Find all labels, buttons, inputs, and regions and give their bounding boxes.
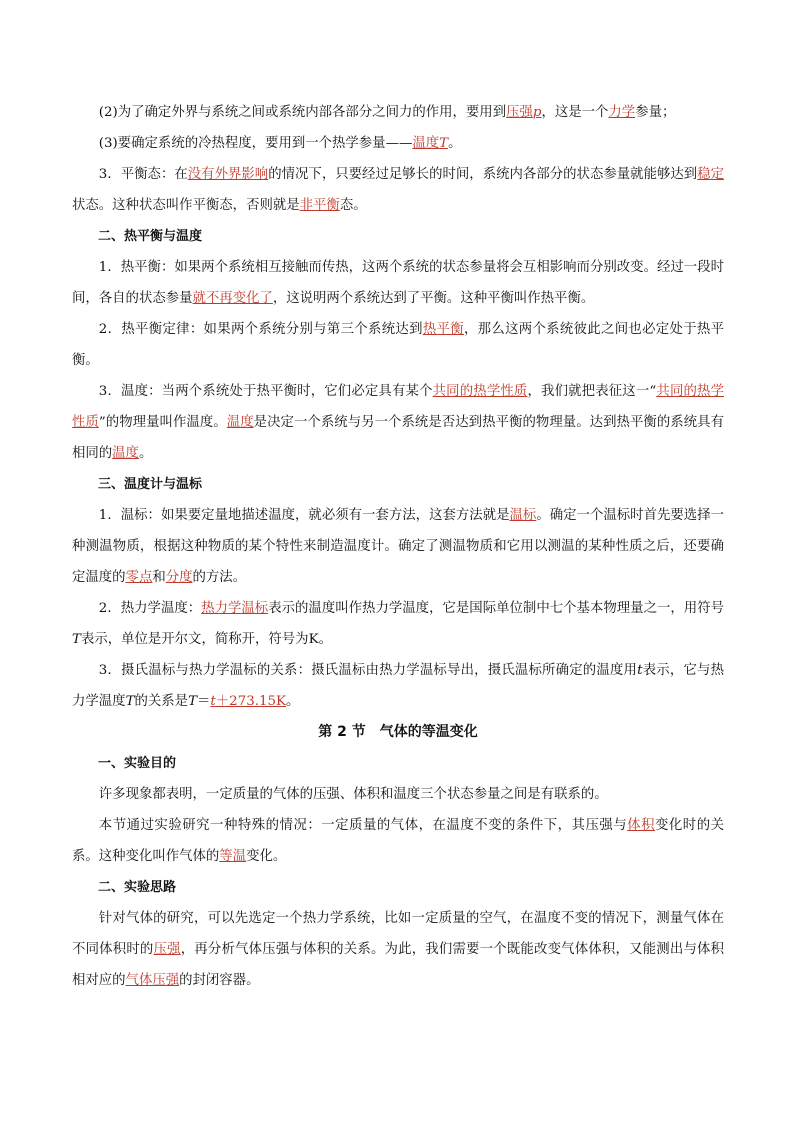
text-run: 表示，单位是开尔文，简称开，符号为K。 (80, 632, 332, 647)
text-run: T (188, 694, 197, 709)
paragraph (72, 779, 724, 810)
answer-text: 温度 (412, 136, 440, 151)
text-run: 一、实验目的 (98, 756, 177, 771)
text-run: 3．摄氏温标与热力学温标的关系：摄氏温标由热力学温标导出，摄氏温标所确定的温度用 (98, 663, 638, 678)
paragraph (72, 655, 724, 717)
text-run: 3．温度：当两个系统处于热平衡时，它们必定具有某个 (98, 384, 433, 399)
paragraph (72, 500, 724, 593)
text-run: ”的物理量叫作温度。 (98, 415, 227, 430)
paragraph (72, 903, 724, 996)
text-run: 是决定一个系统与另一个系统是否达到热平衡的物理量。达到热平衡的系统具有相同的 (72, 415, 725, 461)
text-run: 参量； (635, 105, 676, 120)
answer-text: 体积 (627, 818, 655, 833)
text-run: 。 (286, 694, 300, 709)
answer-text: 非平衡 (299, 198, 340, 213)
answer-text: ＋273.15K (215, 694, 287, 709)
text-run: 变化。 (246, 849, 287, 864)
subsection-heading (72, 469, 724, 500)
answer-text: 就不再变化了 (192, 291, 273, 306)
text-run: (3)要确定系统的冷热程度，要用到一个热学参量—— (98, 136, 413, 151)
paragraph (72, 593, 724, 655)
text-run: ，再分析气体压强与体积的关系。为此，我们需要一个既能改变气体体积，又能测出与体积相对应的 (72, 942, 725, 988)
paragraph (72, 159, 724, 221)
answer-text: 压强 (153, 942, 181, 957)
answer-text: 分度 (165, 570, 193, 585)
answer-text: T (439, 136, 449, 151)
text-run: 针对气体的研究，可以先选定一个热力学系统，比如一定质量的空气，在温度不变的情况下，测量气体在不同体积时的 (72, 911, 724, 957)
text-run: ＝ (197, 694, 211, 709)
subsection-heading (72, 221, 724, 252)
text-run: 3．平衡态：在 (98, 167, 188, 182)
text-run: 二、热平衡与温度 (98, 229, 203, 244)
text-run: 的封闭容器。 (179, 973, 260, 988)
paragraph (72, 252, 724, 314)
answer-text: p (532, 105, 542, 120)
text-run: ，这是一个 (541, 105, 609, 120)
text-run: 变化时的关系。这种变化叫作气体的 (72, 818, 725, 864)
text-run: 。 (448, 136, 462, 151)
paragraph (72, 314, 724, 376)
paragraph (72, 128, 724, 159)
text-run: t (637, 663, 643, 678)
text-run: 状态。这种状态叫作平衡态，否则就是 (72, 198, 300, 213)
answer-text: 热力学温标 (201, 601, 269, 616)
text-run: T (72, 632, 81, 647)
answer-text: 共同的热学性质 (72, 384, 724, 430)
text-run: 表示，它与热力学温度 (72, 663, 724, 709)
answer-text: 气体压强 (125, 973, 180, 988)
text-run: 本节通过实验研究一种特殊的情况：一定质量的气体，在温度不变的条件下，其压强与 (98, 818, 628, 833)
text-run: T (125, 694, 135, 709)
text-run: 许多现象都表明，一定质量的气体的压强、体积和温度三个状态参量之间是有联系的。 (98, 787, 608, 802)
answer-text: 热平衡 (422, 322, 464, 337)
text-run: 第 2 节 气体的等温变化 (318, 724, 478, 740)
text-run: ，这说明两个系统达到了平衡。这种平衡叫作热平衡。 (272, 291, 595, 306)
answer-text: 压强 (506, 105, 533, 120)
text-run: (2)为了确定外界与系统之间或系统内部各部分之间力的作用，要用到 (98, 105, 507, 120)
text-run: 三、温度计与温标 (98, 477, 203, 492)
subsection-heading (72, 748, 724, 779)
text-run: 二、实验思路 (98, 880, 177, 895)
text-run: 。确定一个温标时首先要选择一种测温物质，根据这种物质的某个特性来制造温度计。确定了测温物质和它用以测温的某种性质之后，还要确定温度的 (72, 508, 724, 585)
answer-text: 没有外界影响 (187, 167, 269, 182)
answer-text: 稳定 (697, 167, 725, 182)
text-run: 的方法。 (192, 570, 247, 585)
answer-text: 温度 (112, 446, 139, 461)
answer-text: 共同的热学性质 (432, 384, 528, 399)
answer-text: 等温 (219, 849, 247, 864)
answer-text: 力学 (608, 105, 636, 120)
text-run: 和 (152, 570, 166, 585)
text-run: 1．温标：如果要定量地描述温度，就必须有一套方法，这套方法就是 (98, 508, 510, 523)
paragraph (72, 376, 724, 469)
text-run: 的情况下，只要经过足够长的时间，系统内各部分的状态参量就能够达到 (268, 167, 698, 182)
paragraph (72, 810, 724, 872)
answer-text: t (210, 694, 216, 709)
answer-text: 温标 (509, 508, 537, 523)
text-run: ，那么这两个系统彼此之间也必定处于热平衡。 (72, 322, 725, 368)
text-run: 2．热力学温度： (98, 601, 202, 616)
answer-text: 温度 (226, 415, 254, 430)
text-run: 的关系是 (134, 694, 189, 709)
answer-text: 零点 (125, 570, 153, 585)
section-title (72, 717, 724, 748)
text-run: 表示的温度叫作热力学温度，它是国际单位制中七个基本物理量之一，用符号 (268, 601, 725, 616)
paragraph (72, 97, 724, 128)
text-run: 。 (138, 446, 153, 461)
text-run: 2．热平衡定律：如果两个系统分别与第三个系统达到 (98, 322, 423, 337)
text-run: 态。 (339, 198, 367, 213)
document-body (72, 97, 724, 996)
subsection-heading (72, 872, 724, 903)
text-run: ，我们就把表征这一“ (527, 384, 657, 399)
text-run: 1．热平衡：如果两个系统相互接触而传热，这两个系统的状态参量将会互相影响而分别改变。经过一段时间，各自的状态参量 (72, 260, 724, 306)
